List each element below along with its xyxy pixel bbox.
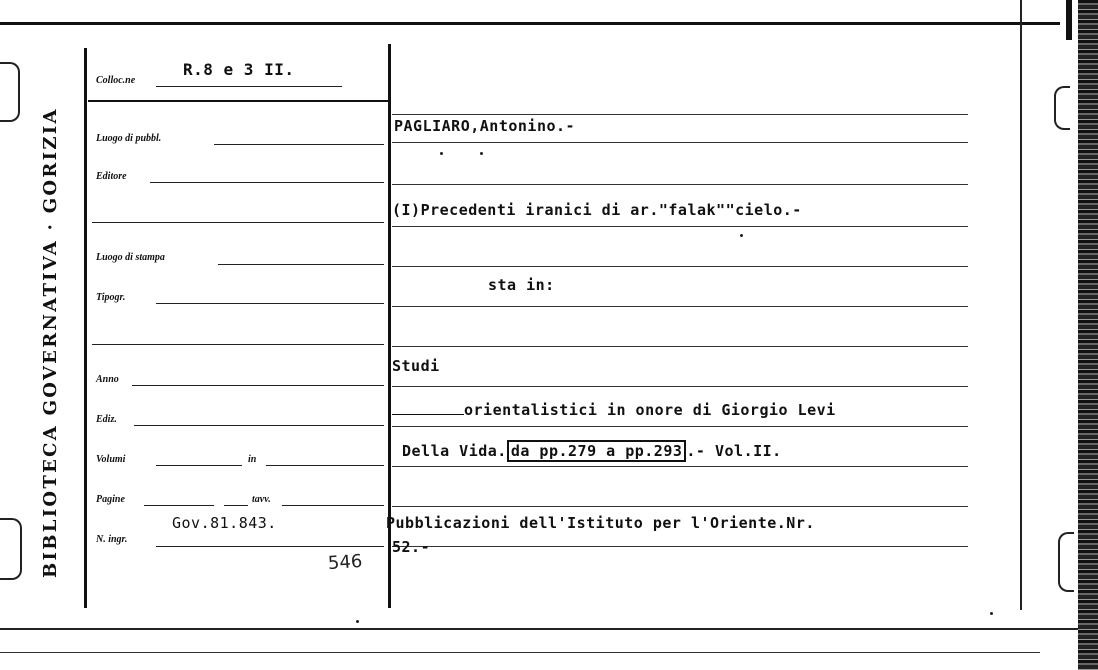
collocazione-value: R.8 e 3 II. <box>183 60 295 79</box>
field-line <box>134 425 384 426</box>
left-column-rule <box>84 48 87 608</box>
field-label-ediz: Ediz. <box>96 414 117 425</box>
field-line <box>282 505 384 506</box>
scan-right-margin <box>1078 0 1098 670</box>
field-label-tipogr: Tipogr. <box>96 292 126 303</box>
right-line <box>392 426 968 427</box>
field-line <box>218 264 384 265</box>
field-label-volumi: Volumi <box>96 454 126 465</box>
right-line <box>392 346 968 347</box>
source-line-3 <box>402 440 782 462</box>
ingresso-value: Gov.81.843. <box>172 514 277 532</box>
right-line <box>392 266 968 267</box>
field-label-n-ingr: N. ingr. <box>96 534 128 545</box>
series-line-1: Pubblicazioni dell'Istituto per l'Oriente.Nr. <box>386 514 815 532</box>
field-label-tavv: tavv. <box>252 494 271 505</box>
right-line <box>392 306 968 307</box>
scan-speck <box>990 612 993 615</box>
card-right-edge <box>1010 0 1022 610</box>
field-label-luogo-pubbl: Luogo di pubbl. <box>96 133 162 144</box>
scan-right-mark <box>1066 0 1072 40</box>
scan-speck <box>740 234 743 237</box>
field-label-editore: Editore <box>96 171 127 182</box>
right-line <box>392 184 968 185</box>
right-line <box>392 142 968 143</box>
card-bottom-edge <box>0 628 1078 630</box>
right-line <box>392 506 968 507</box>
field-line <box>132 385 384 386</box>
field-line <box>156 303 384 304</box>
series-line-2: 52.- <box>392 538 431 556</box>
field-line <box>150 182 384 183</box>
source-line-2: orientalistici in onore di Giorgio Levi <box>464 401 836 419</box>
right-hole-top <box>1054 86 1070 130</box>
author-entry: PAGLIARO,Antonino.- <box>394 117 576 135</box>
right-line <box>392 114 968 115</box>
handwritten-number: 546 <box>327 550 364 575</box>
page-range-bracket: da pp.279 a pp.293 <box>507 440 687 462</box>
right-line <box>392 546 968 547</box>
field-line <box>92 222 384 223</box>
sta-in-label: sta in: <box>488 276 555 294</box>
source-line-3-pre: Della Vida. <box>402 442 507 460</box>
field-label-pagine: Pagine <box>96 494 125 505</box>
title-entry: (I)Precedenti iranici di ar."falak""cielo.- <box>392 201 802 219</box>
left-hole-top <box>0 62 20 122</box>
field-label-collocazione: Colloc.ne <box>96 75 136 86</box>
right-line <box>392 226 968 227</box>
scan-speck <box>480 152 483 155</box>
right-line <box>392 386 968 387</box>
field-label-in: in <box>248 454 257 465</box>
field-line <box>156 465 242 466</box>
card-lower-edge <box>0 652 1040 653</box>
source-line-3-post: .- Vol.II. <box>686 442 782 460</box>
left-hole-bottom <box>0 518 22 580</box>
indent-rule <box>392 414 464 415</box>
divider-line <box>88 100 388 102</box>
field-label-luogo-stampa: Luogo di stampa <box>96 252 165 263</box>
source-line-1: Studi <box>392 357 440 375</box>
field-line <box>266 465 384 466</box>
field-line <box>144 505 214 506</box>
field-line <box>156 546 384 547</box>
field-line <box>156 86 342 87</box>
scan-speck <box>440 152 443 155</box>
field-line <box>224 505 248 506</box>
field-line <box>92 344 384 345</box>
scan-speck <box>356 620 359 623</box>
card-top-edge <box>0 22 1060 25</box>
right-line <box>392 466 968 467</box>
right-hole-bottom <box>1058 532 1074 592</box>
field-line <box>214 144 384 145</box>
library-stamp: BIBLIOTECA GOVERNATIVA · GORIZIA <box>40 107 61 578</box>
field-label-anno: Anno <box>96 374 119 385</box>
